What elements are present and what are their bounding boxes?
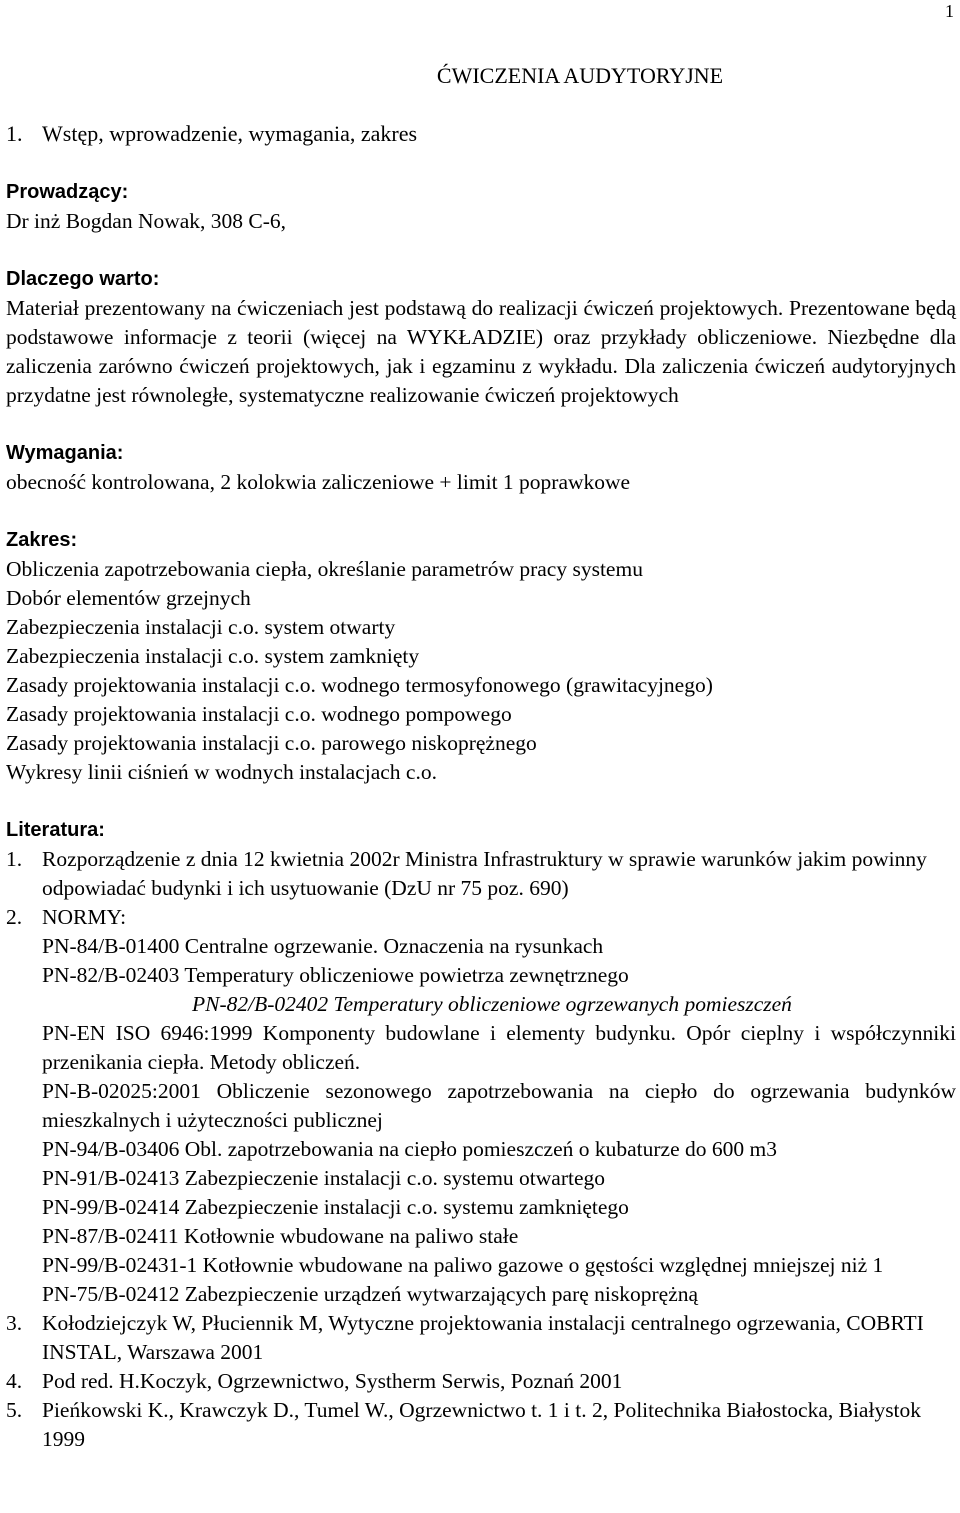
why-paragraph: Materiał prezentowany na ćwiczeniach jest podstawą do realizacji ćwiczeń projektowych. Prezentowane będą podstawowe informacje z teorii (więcej na WYKŁADZIE) oraz przykłady obliczeniowe. Niezbędne dla zaliczenia zarówno ćwiczeń projektowych, jak i egzaminu z wykładu. Dla zaliczenia ćwiczeń audytoryjnych przydatne jest równoległe, systematyczne realizowanie ćwiczeń projektowych xyxy=(6,296,956,407)
scope-item: Zasady projektowania instalacji c.o. wodnego termosyfonowego (grawitacyjnego) xyxy=(6,673,713,697)
literature-item xyxy=(6,1396,956,1454)
scope-label: Zakres: xyxy=(6,529,78,551)
literature-item-text: Pieńkowski K., Krawczyk D., Tumel W., Ogrzewnictwo t. 1 i t. 2, Politechnika Białostocka, Białystok 1999 xyxy=(42,1398,922,1451)
norm-item: PN-EN ISO 6946:1999 Komponenty budowlane i elementy budynku. Opór cieplny i współczynniki przenikania ciepła. Metody obliczeń. xyxy=(42,1021,956,1074)
literature-item-text: Kołodziejczyk W, Płuciennik M, Wytyczne projektowania instalacji centralnego ogrzewania, COBRTI INSTAL, Warszawa 2001 xyxy=(42,1311,924,1364)
norm-item: PN-99/B-02431-1 Kotłownie wbudowane na paliwo gazowe o gęstości względnej mniejszej niż 1 xyxy=(42,1253,884,1277)
literature-item-number: 5. xyxy=(6,1398,23,1422)
norm-item: PN-87/B-02411 Kotłownie wbudowane na paliwo stałe xyxy=(42,1224,519,1248)
page-number: 1 xyxy=(945,1,954,21)
section-heading xyxy=(6,120,417,148)
literature-item-number: 2. xyxy=(6,905,23,929)
norm-item: PN-99/B-02414 Zabezpieczenie instalacji c.o. systemu zamkniętego xyxy=(42,1195,629,1219)
instructor-text: Dr inż Bogdan Nowak, 308 C-6, xyxy=(6,209,287,233)
scope-item: Dobór elementów grzejnych xyxy=(6,586,251,610)
literature-item-number: 3. xyxy=(6,1311,23,1335)
norms-list xyxy=(6,932,956,1309)
scope-item: Zabezpieczenia instalacji c.o. system otwarty xyxy=(6,615,396,639)
document-body xyxy=(6,178,956,1454)
literature-label: Literatura: xyxy=(6,819,105,841)
literature-item-text: Rozporządzenie z dnia 12 kwietnia 2002r Ministra Infrastruktury w sprawie warunków jakim powinny odpowiadać budynki i ich usytuowanie (DzU nr 75 poz. 690) xyxy=(42,847,927,900)
scope-item: Obliczenia zapotrzebowania ciepła, określanie parametrów pracy systemu xyxy=(6,557,643,581)
requirements-label: Wymagania: xyxy=(6,442,124,464)
literature-item xyxy=(6,845,956,903)
literature-item xyxy=(6,903,956,932)
literature-item xyxy=(6,1309,956,1367)
section-number: 1. xyxy=(6,121,23,146)
norm-item: PN-75/B-02412 Zabezpieczenie urządzeń wytwarzających parę niskoprężną xyxy=(42,1282,699,1306)
literature-item xyxy=(6,1367,956,1396)
requirements-text: obecność kontrolowana, 2 kolokwia zaliczeniowe + limit 1 poprawkowe xyxy=(6,470,631,494)
scope-item: Zabezpieczenia instalacji c.o. system zamknięty xyxy=(6,644,420,668)
section-title: Wstęp, wprowadzenie, wymagania, zakres xyxy=(42,121,418,146)
scope-item: Wykresy linii ciśnień w wodnych instalacjach c.o. xyxy=(6,760,437,784)
scope-item: Zasady projektowania instalacji c.o. parowego niskoprężnego xyxy=(6,731,537,755)
literature-item-text: Pod red. H.Koczyk, Ogrzewnictwo, Systherm Serwis, Poznań 2001 xyxy=(42,1369,623,1393)
literature-item-number: 1. xyxy=(6,847,23,871)
norm-item: PN-82/B-02403 Temperatury obliczeniowe powietrza zewnętrznego xyxy=(42,963,629,987)
norm-item: PN-94/B-03406 Obl. zapotrzebowania na ciepło pomieszczeń o kubaturze do 600 m3 xyxy=(42,1137,777,1161)
why-label: Dlaczego warto: xyxy=(6,268,160,290)
literature-item-number: 4. xyxy=(6,1369,23,1393)
norm-item: PN-91/B-02413 Zabezpieczenie instalacji c.o. systemu otwartego xyxy=(42,1166,606,1190)
document-title: ĆWICZENIA AUDYTORYJNE xyxy=(436,63,724,88)
scope-item: Zasady projektowania instalacji c.o. wodnego pompowego xyxy=(6,702,512,726)
norm-item-italic: PN-82/B-02402 Temperatury obliczeniowe ogrzewanych pomieszczeń xyxy=(192,992,792,1016)
norm-item: PN-84/B-01400 Centralne ogrzewanie. Oznaczenia na rysunkach xyxy=(42,934,604,958)
literature-item-text: NORMY: xyxy=(42,905,127,929)
norm-item: PN-B-02025:2001 Obliczenie sezonowego zapotrzebowania na ciepło do ogrzewania budynków mieszkalnych i użyteczności publicznej xyxy=(42,1079,956,1132)
instructor-label: Prowadzący: xyxy=(6,181,129,203)
